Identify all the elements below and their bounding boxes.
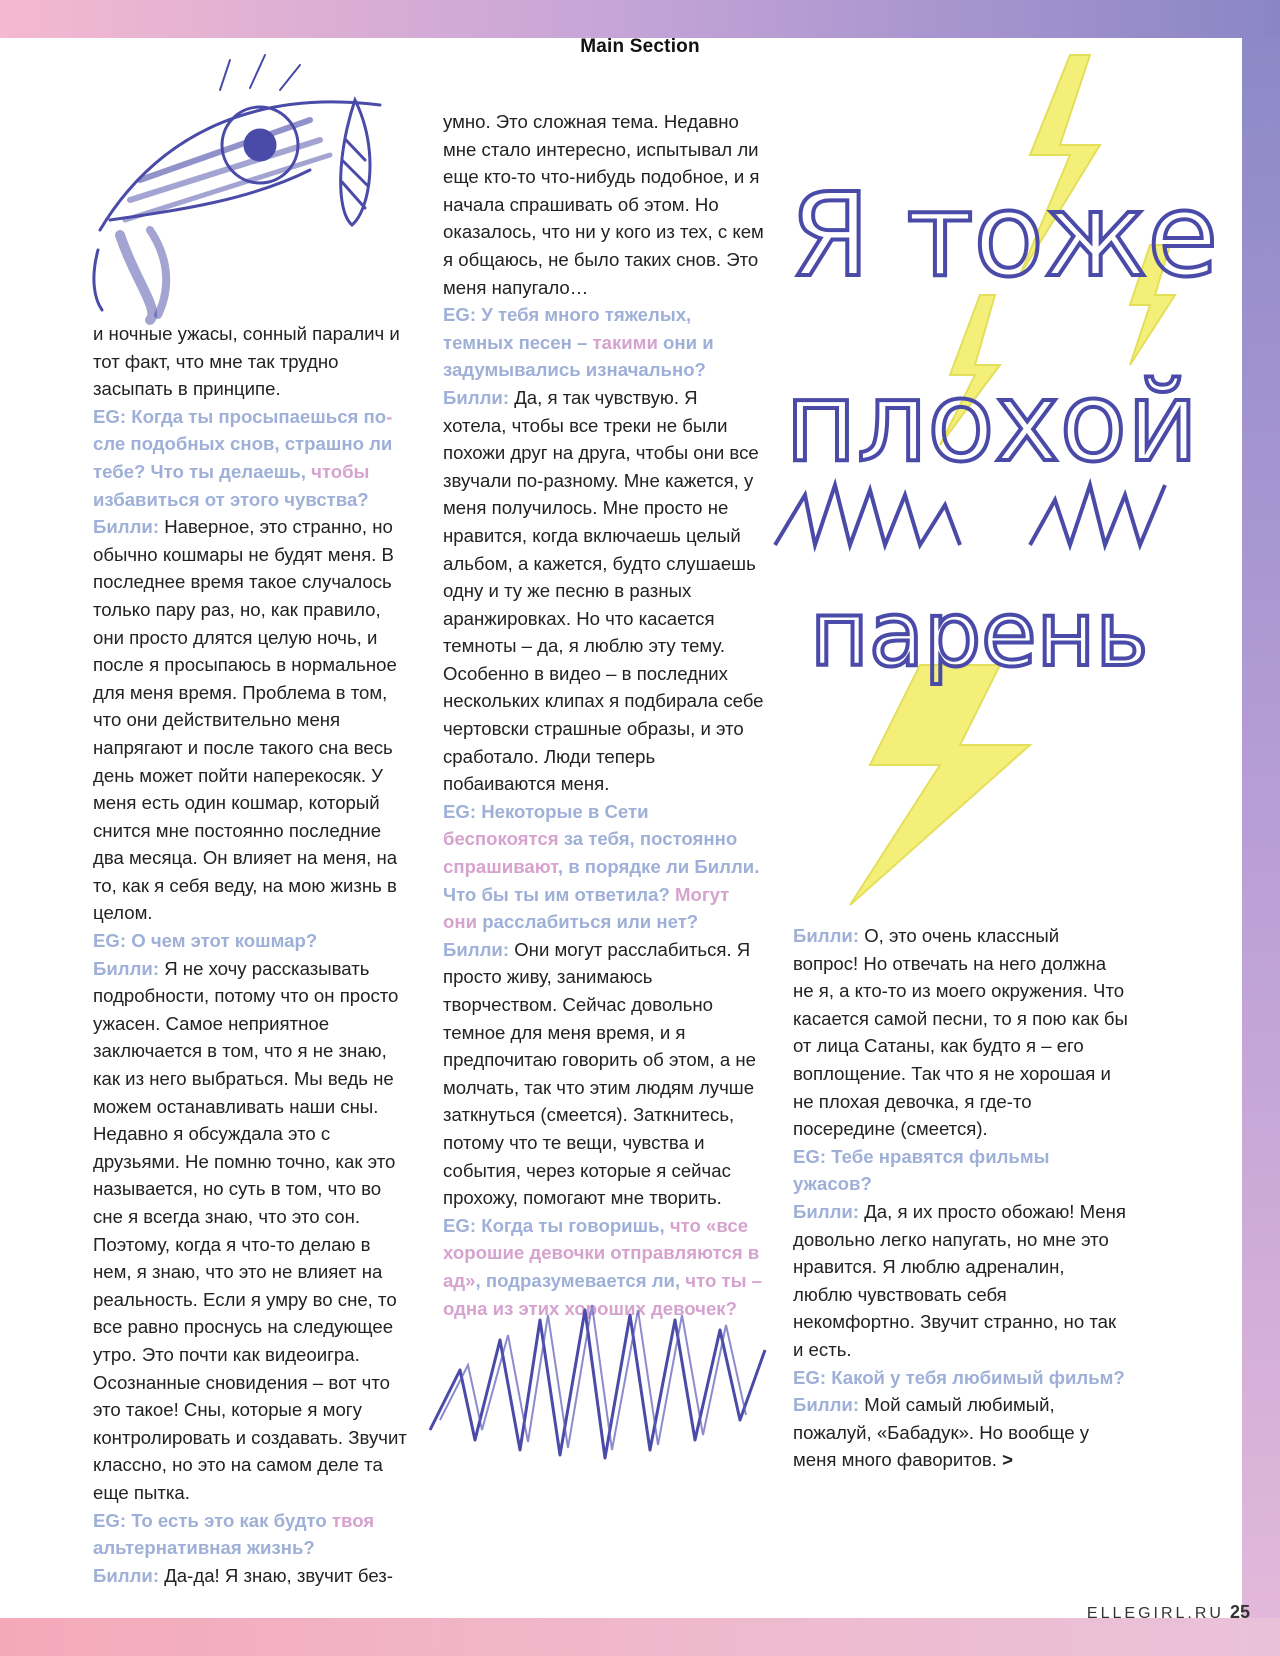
col3-answer-0: Билли: О, это очень классный вопрос! Но отвечать на него должна не я, а кто-то из моего окружения. Что касается самой песни, то я пою как бы от лица Сатаны, как будто я – его воплощение. Так что я не хорошая и не плохая девочка, я где-то посередине (смеется). bbox=[793, 925, 1128, 1140]
col1-para-0: и ночные ужасы, сонный паралич и тот факт, что мне так трудно засыпать в принципе. bbox=[93, 323, 400, 400]
col1-answer-6: Билли: Да-да! Я знаю, звучит без- bbox=[93, 1564, 394, 1586]
col1-question-1: EG: Когда ты просыпаешься по-сле подобных снов, страшно ли тебе? Что ты делаешь, чтобы избавиться от этого чувства? bbox=[93, 405, 393, 510]
col2-question-5: EG: Когда ты говоришь, что «все хорошие девочки отправляются в ад», подразумевается ли, что ты – одна из этих хороших девочек? bbox=[443, 1214, 762, 1319]
col3-question-1: EG: Тебе нравятся фильмы ужасов? bbox=[793, 1145, 1050, 1195]
column-1 bbox=[93, 320, 413, 1589]
col1-question-3: EG: О чем этот кошмар? bbox=[93, 930, 318, 952]
col1-answer-2: Билли: Наверное, это странно, но обычно кошмары не будят меня. В последнее время такое случалось только пару раз, но, как правило, они просто длятся целую ночь, и после я просыпаюсь в нормальное для меня время. Проблема в том, что они действительно меня напрягают и после такого сна весь день может пойти наперекосяк. У меня есть один кошмар, который снится мне постоянно последние два месяца. Он влияет на меня, на то, как я себя веду, на мою жизнь в целом. bbox=[93, 516, 398, 924]
column-2 bbox=[443, 108, 765, 1322]
headline-line-2: плохой bbox=[785, 358, 1199, 486]
col1-question-5: EG: То есть это как будто твоя альтернативная жизнь? bbox=[93, 1509, 375, 1559]
headline-line-1: Я тоже bbox=[790, 169, 1219, 303]
column-3 bbox=[793, 922, 1128, 1474]
eye-drawing bbox=[80, 60, 440, 330]
col3-answer-4: Билли: Мой самый любимый, пожалуй, «Бабадук». Но вообще у меня много фаворитов. > bbox=[793, 1394, 1090, 1471]
footer-site[interactable]: ELLEGIRL.RU bbox=[1086, 1605, 1224, 1622]
lightning-bolt-bottom bbox=[850, 665, 1030, 905]
gradient-edge-bottom bbox=[0, 1618, 1280, 1656]
end-mark-icon: > bbox=[1002, 1449, 1013, 1471]
page-number: 25 bbox=[1229, 1602, 1250, 1622]
gradient-edge-right bbox=[1242, 38, 1280, 1618]
col2-answer-4: Билли: Они могут расслабиться. Я просто живу, занимаюсь творчеством. Сейчас довольно темное для меня время, и я предпочитаю говорить об этом, а не молчать, так что этим людям лучше заткнуться (смеется). Заткнитесь, потому что те вещи, чувства и события, через которые я сейчас прохожу, помогают мне творить. bbox=[443, 938, 756, 1209]
headline-line-3: парень bbox=[810, 582, 1149, 687]
col2-answer-2: Билли: Да, я так чувствую. Я хотела, чтобы все треки не были похожи друг на друга, чтобы они все звучали по-разному. Мне кажется, у меня получилось. Мне просто не нравится, когда включаешь целый альбом, а кажется, будто слушаешь одну и ту же песню в разных аранжировках. Но что касается темноты – да, я люблю эту тему. Особенно в видео – в последних нескольких клипах я подбирала себе чертовски страшные образы, и это сработало. Люди теперь побаиваются меня. bbox=[443, 386, 764, 795]
zigzag-scribble bbox=[420, 1280, 780, 1470]
section-title: Main Section bbox=[580, 36, 700, 57]
col3-answer-2: Билли: Да, я их просто обожаю! Меня довольно легко напугать, но мне это нравится. Я люблю адреналин, люблю чувствовать себя некомфортно. Звучит странно, но так и есть. bbox=[793, 1200, 1126, 1360]
headline-art bbox=[770, 45, 1219, 915]
col3-question-3: EG: Какой у тебя любимый фильм? bbox=[793, 1366, 1125, 1388]
col1-answer-4: Билли: Я не хочу рассказывать подробности, потому что он просто ужасен. Самое неприятное заключается в том, что я не знаю, как из него выбраться. Мы ведь не можем останавливать наши сны. Недавно я обсуждала это с друзьями. Не помню точно, как это называется, но суть в том, что во сне я всегда знаю, что это сон. Поэтому, когда я что-то делаю в нем, я знаю, что это не влияет на реальность. Если я умру во сне, то все равно проснусь на следующее утро. Это почти как видеоигра. Осознанные сновидения – вот что это такое! Сны, которые я могу контролировать и создавать. Звучит классно, но это на самом деле та еще пытка. bbox=[93, 957, 407, 1503]
col2-para-0: умно. Это сложная тема. Недавно мне стало интересно, испытывал ли еще кто-то что-нибудь подобное, и я начала спрашивать об этом. Но оказалось, что ни у кого из тех, с кем я общаюсь, не было таких снов. Это меня напугало… bbox=[443, 111, 764, 298]
col2-question-1: EG: У тебя много тяжелых, темных песен – такими они и задумывались изначально? bbox=[443, 304, 714, 381]
col2-question-3: EG: Некоторые в Сети беспокоятся за тебя, постоянно спрашивают, в порядке ли Билли. Что бы ты им ответила? Могут они расслабиться или нет? bbox=[443, 800, 760, 933]
page-footer bbox=[1087, 1602, 1250, 1623]
